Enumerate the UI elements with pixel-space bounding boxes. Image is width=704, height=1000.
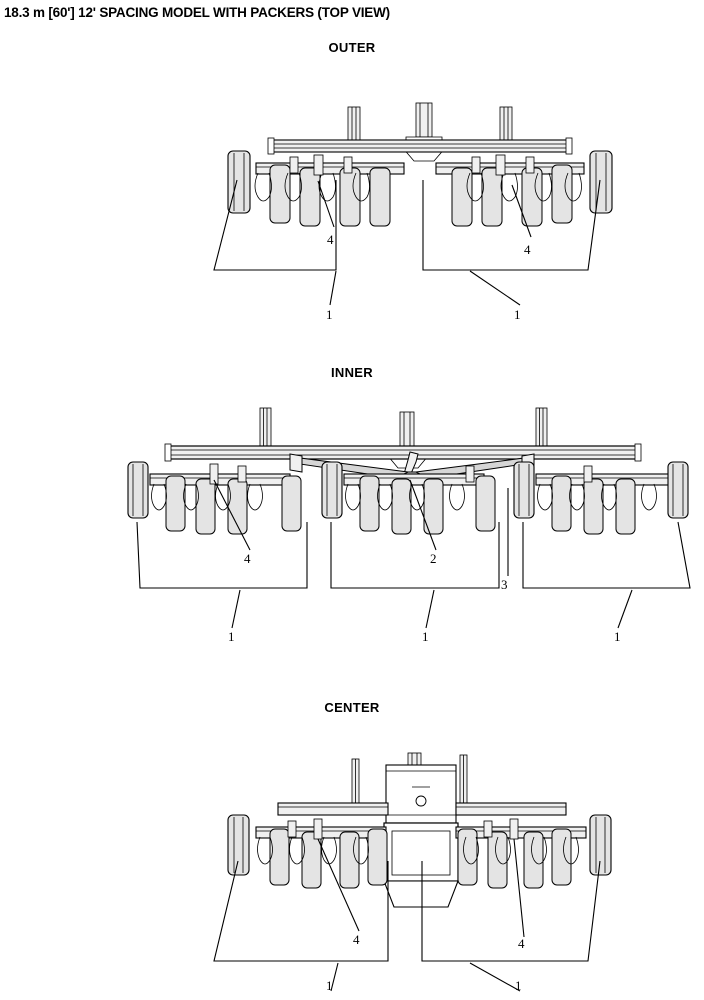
- figure-inner: [0, 380, 704, 650]
- outer-bracket-1-right: [423, 180, 600, 305]
- section-heading-outer: OUTER: [328, 40, 376, 55]
- inner-bracket-1-center: [331, 522, 499, 628]
- section-center: [0, 700, 704, 1000]
- section-heading-center: CENTER: [324, 700, 380, 715]
- callout-outer-3: 1: [514, 307, 521, 322]
- callout-inner-1: 2: [430, 551, 437, 566]
- section-heading-inner: INNER: [331, 365, 373, 380]
- callout-inner-0: 4: [244, 551, 251, 566]
- callout-center-2: 1: [326, 978, 333, 993]
- center-leader-4-right: [514, 839, 524, 937]
- callout-outer-1: 4: [524, 242, 531, 257]
- figure-outer: [0, 55, 704, 320]
- callout-outer-2: 1: [326, 307, 333, 322]
- callout-center-1: 4: [518, 936, 525, 951]
- page-title: 18.3 m [60'] 12' SPACING MODEL WITH PACKERS (TOP VIEW): [4, 5, 390, 20]
- outer-diagram-svg: [0, 55, 704, 320]
- center-hitch: [384, 753, 458, 907]
- callout-center-0: 4: [353, 932, 360, 947]
- inner-main-toolbar: [165, 444, 641, 461]
- center-right-wheels: [458, 815, 611, 888]
- callout-inner-2: 3: [501, 577, 508, 592]
- center-bracket-1-left: [214, 861, 388, 991]
- inner-bracket-1-left: [137, 522, 307, 628]
- callout-inner-4: 1: [422, 629, 429, 644]
- section-inner: [0, 365, 704, 655]
- callout-outer-0: 4: [327, 232, 334, 247]
- center-diagram-svg: [0, 715, 704, 995]
- callout-center-3: 1: [515, 978, 522, 993]
- outer-main-toolbar: [268, 138, 572, 154]
- section-outer: [0, 40, 704, 330]
- callout-inner-5: 1: [614, 629, 621, 644]
- callout-inner-3: 1: [228, 629, 235, 644]
- figure-center: [0, 715, 704, 995]
- outer-left-wheels: [228, 151, 390, 226]
- inner-diagram-detail: [0, 380, 704, 650]
- center-left-wheels: [228, 815, 387, 888]
- inner-wheels-right: [514, 462, 688, 534]
- inner-bracket-1-right: [523, 522, 690, 628]
